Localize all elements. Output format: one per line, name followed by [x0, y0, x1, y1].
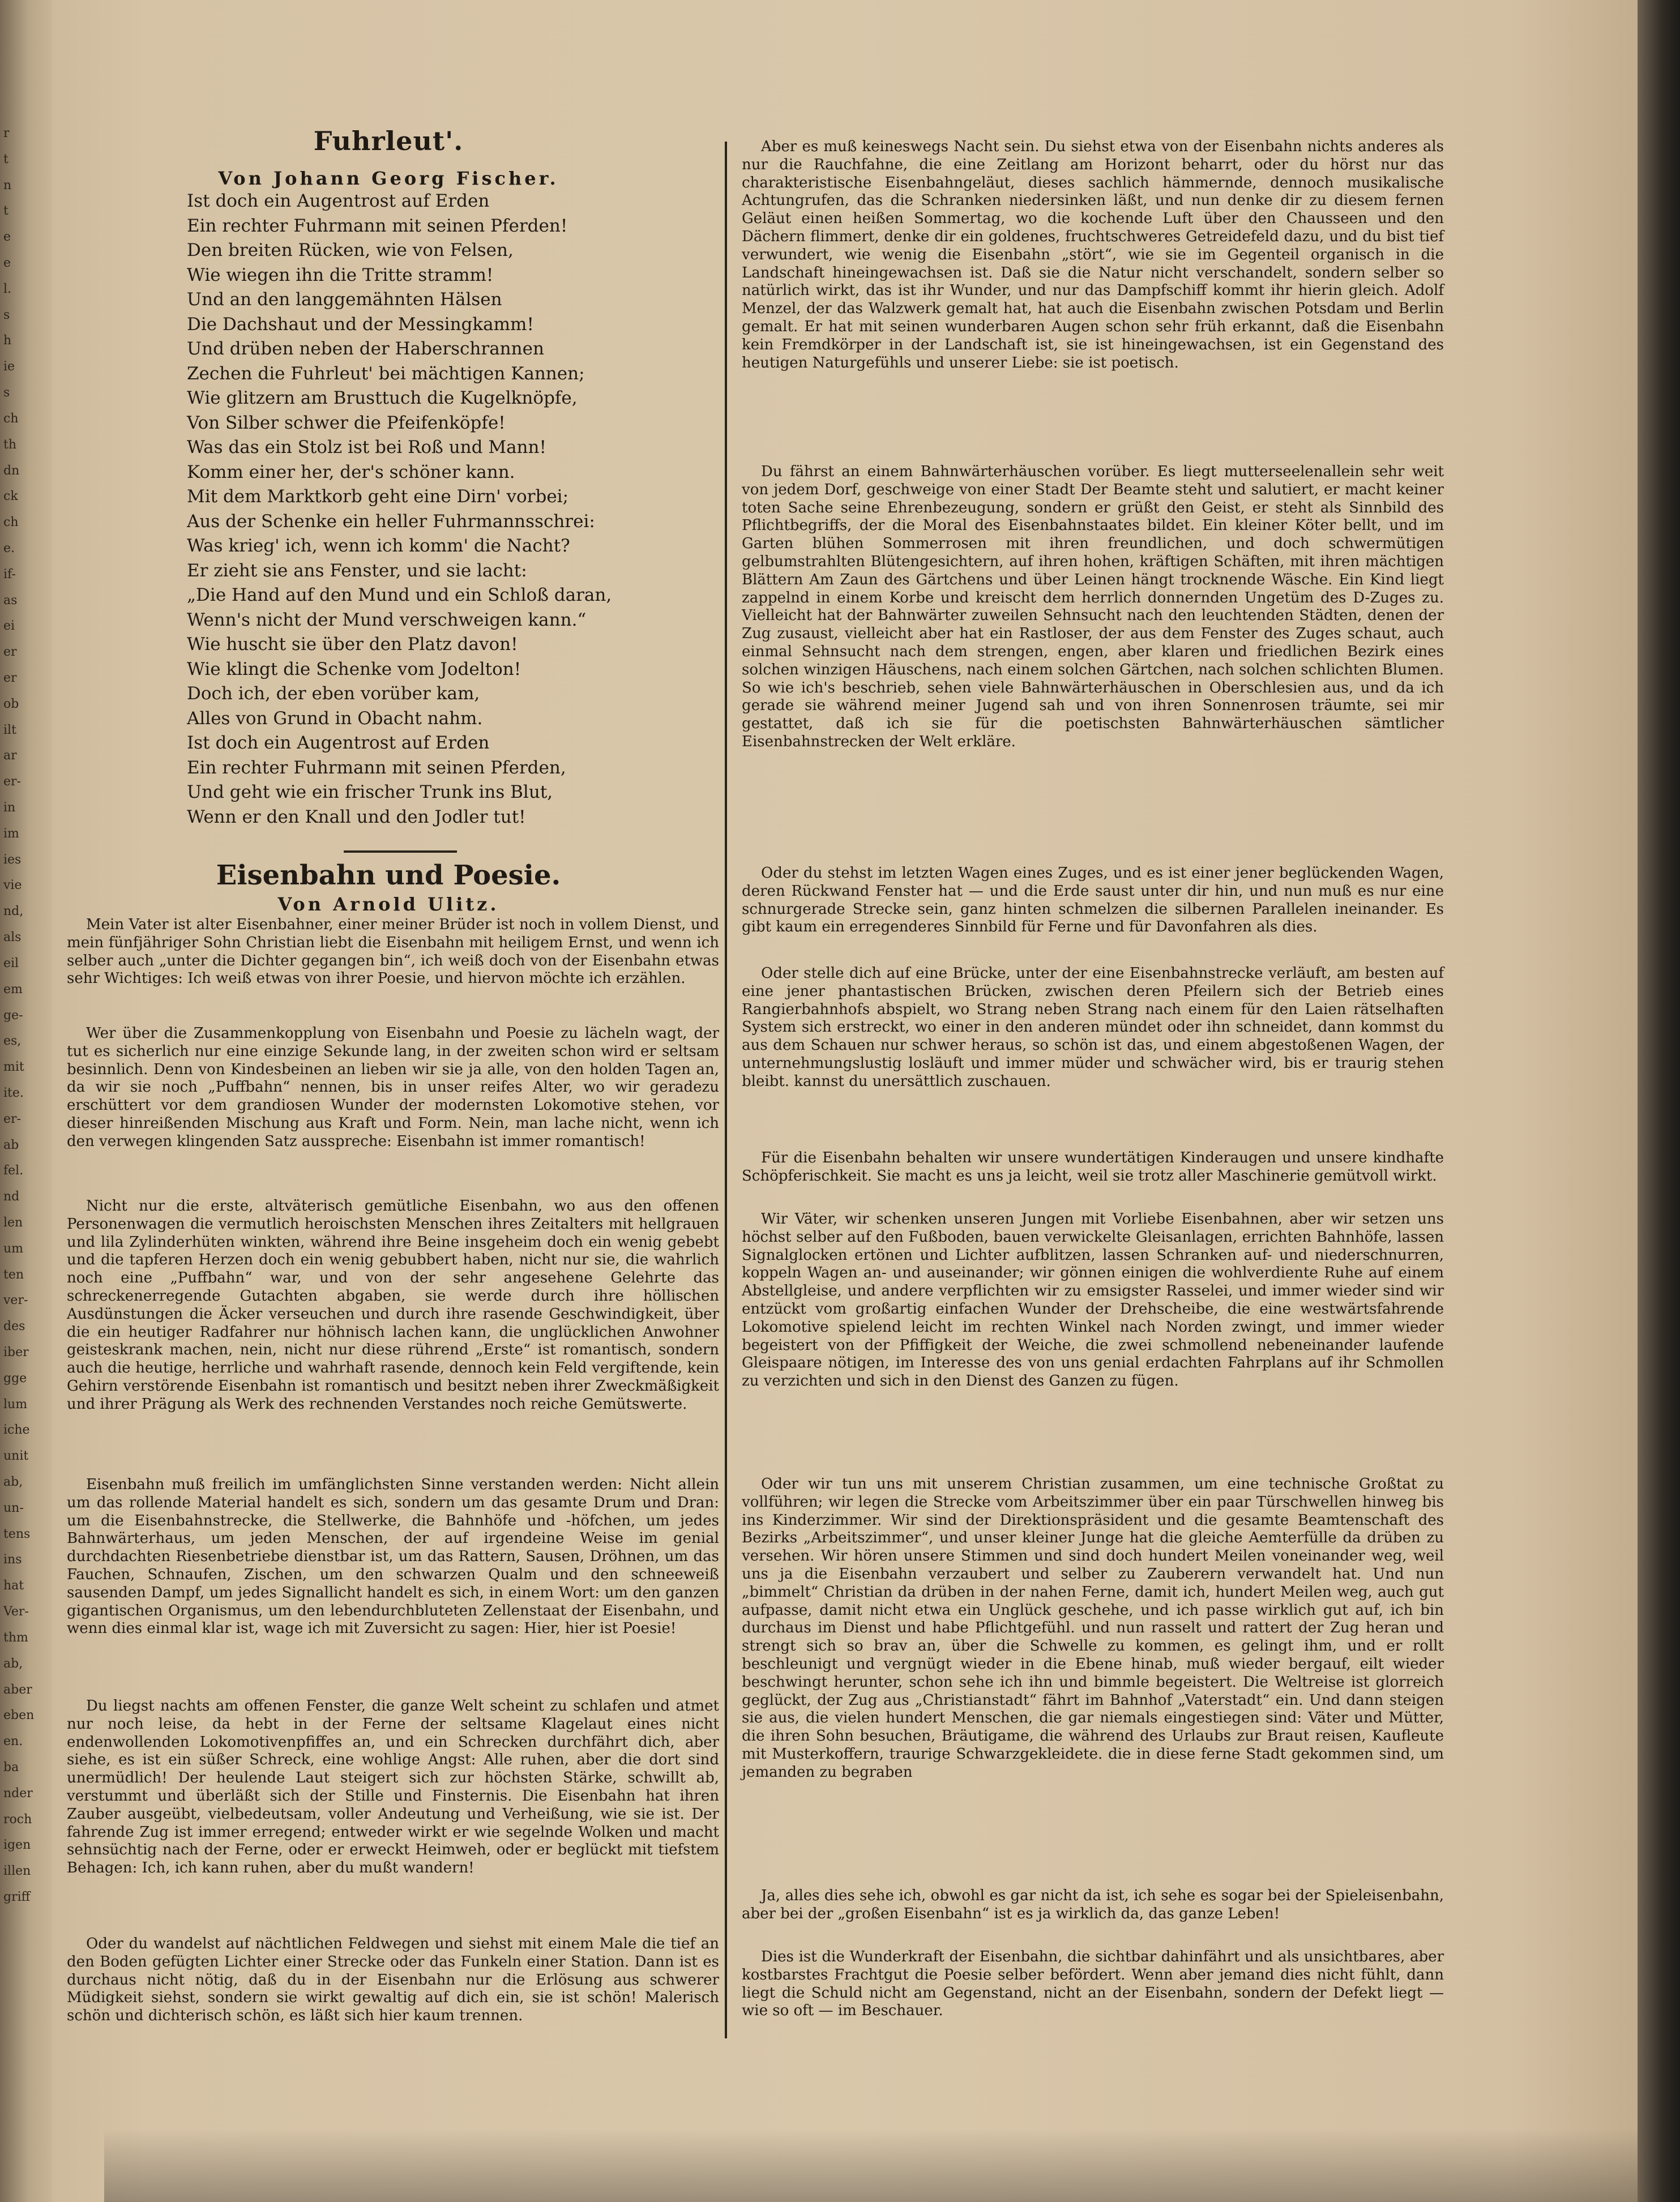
strip-fragment: en.	[3, 1734, 23, 1748]
strip-fragment: ba	[3, 1760, 19, 1775]
poem-line: Von Silber schwer die Pfeifenköpfe!	[187, 412, 506, 433]
poem-line: Aus der Schenke ein heller Fuhrmannsschrei:	[187, 511, 595, 532]
strip-fragment: l.	[3, 282, 12, 296]
poem-line: Ist doch ein Augentrost auf Erden	[187, 191, 490, 211]
strip-fragment: er-	[3, 775, 21, 789]
strip-fragment: um	[3, 1242, 24, 1256]
strip-fragment: roch	[3, 1812, 32, 1827]
strip-fragment: ar	[3, 749, 17, 763]
strip-fragment: fel.	[3, 1164, 24, 1178]
strip-fragment: dn	[3, 464, 20, 478]
poem-line: Was krieg' ich, wenn ich komm' die Nacht?	[187, 536, 570, 556]
page-edge-shadow	[1638, 0, 1680, 2202]
strip-fragment: ab,	[3, 1475, 23, 1489]
poem-line: Und an den langgemähnten Hälsen	[187, 289, 502, 310]
strip-fragment: un-	[3, 1501, 24, 1515]
strip-fragment: ch	[3, 412, 19, 426]
strip-fragment: t	[3, 152, 8, 166]
strip-fragment: eil	[3, 956, 19, 970]
strip-fragment: gge	[3, 1371, 27, 1386]
poem-line: Ein rechter Fuhrmann mit seinen Pferden,	[187, 757, 566, 778]
essay-paragraph: Ja, alles dies sehe ich, obwohl es gar nicht da ist, ich sehe es sogar bei der Spieleisenbahn, aber bei der „großen Eisenbahn“ ist es ja wirklich da, das ganze Leben!	[742, 1887, 1444, 1922]
strip-fragment: vie	[3, 878, 22, 892]
poem-line: Ein rechter Fuhrmann mit seinen Pferden!	[187, 215, 568, 236]
essay-paragraph: Nicht nur die erste, altväterisch gemütliche Eisenbahn, wo aus den offenen Personenwagen die vermutlich heroischsten Menschen ihres Zeitalters mit hellgrauen und lila Zylinderhüten winkten, während ihre Beine insgeheim doch ein wenig gebebt und die tapferen Herzen doch ein wenig gebubbert haben, nicht nur sie, die wahrlich noch eine „Puffbahn“ war, und von der sehr angesehene Gelehrte das schreckenerregende Gutachten abgaben, sie werde durch ihre höllischen Ausdünstungen die Äcker verseuchen und durch ihre rasende Geschwindigkeit, über die ein heutiger Radfahrer nur höhnisch lachen kann, die unglücklichen Anwohner geisteskrank machen, nein, nicht nur diese rührend „Erste“ ist romantisch, sondern auch die heutige, herrliche und wahrhaft rasende, dennoch kein Feld vergiftende, kein Gehirn verstörende Eisenbahn ist romantisch und besitzt neben ihrer Zweckmäßigkeit und ihrer Prägung als Werk des rechnenden Verstandes noch reiche Gemütswerte.	[67, 1198, 719, 1413]
poem-line: Wie wiegen ihn die Tritte stramm!	[187, 264, 494, 285]
section-rule	[344, 850, 457, 853]
essay-paragraph: Wer über die Zusammenkopplung von Eisenbahn und Poesie zu lächeln wagt, der tut es sicherlich nur eine einzige Sekunde lang, in der zweiten schon wird er seltsam besinnlich. Denn von Kindesbeinen an lieben wir sie ja alle, von den holden Tagen an, da wir sie noch „Puffbahn“ nennen, bis in unser reifes Alter, wo wir geradezu erschüttert vor dem grandiosen Wunder der modernsten Lokomotive stehen, vor dieser hinreißenden Mischung aus Kraft und Form. Nein, man lache nicht, wenn ich den verwegen klingenden Satz ausspreche: Eisenbahn ist immer romantisch!	[67, 1025, 719, 1150]
strip-fragment: ei	[3, 619, 15, 633]
poem-line: Wie klingt die Schenke vom Jodelton!	[187, 659, 521, 679]
strip-fragment: ck	[3, 489, 18, 503]
strip-fragment: ab,	[3, 1657, 23, 1671]
strip-fragment: ilt	[3, 723, 16, 737]
strip-fragment: thm	[3, 1631, 28, 1645]
adjacent-page-strip	[0, 0, 52, 2202]
newspaper-page	[52, 0, 1638, 2202]
strip-fragment: im	[3, 827, 19, 841]
essay-paragraph: Du liegst nachts am offenen Fenster, die ganze Welt scheint zu schlafen und atmet nur noch leise, da hebt in der Ferne der seltsame Klagelaut eines nicht endenwollenden Lokomotivenpfiffes an, und ein Schrecken durchfährt dich, aber siehe, es ist ein süßer Schreck, eine wohlige Angst: Alle ruhen, aber die dort sind unermüdlich! Der heulende Laut steigert sich zur höchsten Stärke, schwillt ab, verstummt und überläßt sich der Stille und Finsternis. Die Eisenbahn hat ihren Zauber ausgeübt, vielbedeutsam, voller Andeutung und Verheißung, wie sie ist. Der fahrende Zug ist immer erregend; entweder wirkt er wie segelnde Wolken und macht sehnsüchtig nach der Ferne, oder er erweckt Heimweh, oder er beglückt mit tiefstem Behagen: Ich, ich kann ruhen, aber du mußt wandern!	[67, 1698, 719, 1877]
strip-fragment: em	[3, 982, 23, 997]
essay-paragraph: Mein Vater ist alter Eisenbahner, einer meiner Brüder ist noch in vollem Dienst, und mein fünfjähriger Sohn Christian liebt die Eisenbahn mit heiligem Ernst, und wenn ich selber auch „unter die Dichter gegangen bin“, ich weiß doch von der Eisenbahn etwas sehr Wichtiges: Ich weiß etwas von ihrer Poesie, und hiervon möchte ich erzählen.	[67, 916, 719, 987]
poem-line: Wie huscht sie über den Platz davon!	[187, 634, 518, 655]
essay-paragraph: Oder stelle dich auf eine Brücke, unter der eine Eisenbahnstrecke verläuft, am besten auf eine jener phantastischen Brücken, zwischen deren Pfeilern sich der Betrieb eines Rangierbahnhofs abspielt, wo Strang neben Strang nach einem für den Laien rätselhaften System sich erstreckt, wo einer in den anderen mündet oder ihn schneidet, dann kommst du aus dem Schauen nur schwer heraus, so schön ist das, und einem abgestoßenen Wagen, der unternehmungslustig losläuft und immer müder und schwächer wird, bis er traurig stehen bleibt. kannst du unersättlich zuschauen.	[742, 965, 1444, 1090]
poem-line: Die Dachshaut und der Messingkamm!	[187, 314, 534, 335]
strip-fragment: ins	[3, 1553, 22, 1567]
strip-fragment: illen	[3, 1864, 31, 1878]
strip-fragment: ob	[3, 697, 19, 711]
poem-line: Was das ein Stolz ist bei Roß und Mann!	[187, 437, 546, 457]
strip-fragment: mit	[3, 1060, 24, 1074]
strip-fragment: als	[3, 930, 22, 944]
strip-fragment: in	[3, 801, 16, 815]
strip-fragment: er	[3, 645, 17, 659]
strip-fragment: es,	[3, 1034, 22, 1048]
strip-fragment: th	[3, 438, 17, 452]
poem-line: Er zieht sie ans Fenster, und sie lacht:	[187, 560, 527, 581]
strip-fragment: ite.	[3, 1086, 24, 1100]
strip-fragment: e	[3, 230, 11, 244]
strip-fragment: eben	[3, 1708, 35, 1722]
strip-fragment: len	[3, 1216, 23, 1230]
strip-fragment: griff	[3, 1890, 31, 1904]
poem-line: Wenn er den Knall und den Jodler tut!	[187, 806, 526, 827]
column-divider	[725, 142, 727, 2038]
poem-byline: Von Johann Georg Fischer.	[218, 168, 559, 189]
strip-fragment: hat	[3, 1579, 24, 1593]
essay-paragraph: Wir Väter, wir schenken unseren Jungen mit Vorliebe Eisenbahnen, aber wir setzen uns höchst selber auf den Fußboden, bauen verwickelte Gleisanlagen, errichten Bahnhöfe, lassen Signalglocken ertönen und Lichter aufblitzen, lassen Schranken auf- und niederschnurren, koppeln Wagen an- und auseinander; wir gönnen einigen die wohlverdiente Ruhe auf einem Abstellgleise, und andere verpflichten wir zu emsigster Rasselei, und immer wieder sind wir entzückt vom großartig einfachen Wunder der Drehscheibe, die eine westwärtsfahrende Lokomotive spielend leicht im rechten Winkel nach Norden zwingt, und immer wieder begeistert von der Pfiffigkeit der Weiche, die zwei schmollend nebeneinander laufende Gleispaare nötigen, im Interesse des von uns genial erdachten Fahrplans auf ihr Schmollen zu verzichten und sich in den Dienst des Ganzen zu fügen.	[742, 1211, 1444, 1390]
essay-byline: Von Arnold Ulitz.	[277, 893, 499, 915]
poem-line: „Die Hand auf den Mund und ein Schloß daran,	[187, 585, 612, 605]
poem-line: Ist doch ein Augentrost auf Erden	[187, 733, 490, 753]
poem-line: Doch ich, der eben vorüber kam,	[187, 683, 480, 704]
strip-fragment: nder	[3, 1786, 33, 1801]
strip-fragment: iche	[3, 1423, 30, 1437]
essay-paragraph: Oder du stehst im letzten Wagen eines Zuges, und es ist einer jener beglückenden Wagen, deren Rückwand Fenster hat — und die Erde saust unter dir hin, und nun muß es nur eine schnurgerade Strecke sein, ganz hinten schmelzen die silbernen Parallelen ineinander. Es gibt kaum ein erregenderes Sinnbild für Ferne und für Davonfahren als dies.	[742, 865, 1444, 936]
strip-fragment: ie	[3, 360, 15, 374]
essay-paragraph: Du fährst an einem Bahnwärterhäuschen vorüber. Es liegt mutterseelenallein sehr weit von jedem Dorf, geschweige von einer Stadt Der Beamte steht und salutiert, er macht keiner toten Sache seine Ehrenbezeugung, sondern er grüßt den Geist, er steht als Sinnbild des Pflichtbegriffs, der die Moral des Eisenbahnstaates bildet. Ein kleiner Köter bellt, und im Garten blühen Sommerrosen mit ihren freundlichen, und doch schwermütigen gelbumstrahlten Blütengesichtern, auf ihren hohen, kräftigen Schäften, mit ihren mächtigen Blättern Am Zaun des Gärtchens und über Leinen hängt trocknende Wäsche. Ein Kind liegt zappelnd in einem Korbe und kreischt dem herrlich donnernden Ungetüm des D-Zuges zu. Vielleicht hat der Bahnwärter zuweilen Sehnsucht nach den leuchtenden Städten, denen der Zug zusaust, vielleicht aber hat ein Rastloser, der aus dem Fenster des Zuges schaut, auch einmal Sehnsucht nach dem strengen, engen, aber klaren und friedlichen Bezirk eines solchen winzigen Häuschens, nach einem solchen Gärtchen, nach solchen schlichten Blumen. So wie ich's beschrieb, sehen viele Bahnwärterhäuschen in Oberschlesien aus, und da ich gerade sie während meiner Jugend sah und von ihren Sonnenrosen träumte, sei mir gestattet, daß ich sie für die poetischsten Bahnwärterhäuschen sämtlicher Eisenbahnstrecken der Welt erkläre.	[742, 463, 1444, 750]
poem-line: Mit dem Marktkorb geht eine Dirn' vorbei;	[187, 486, 569, 507]
strip-fragment: t	[3, 204, 8, 218]
essay-paragraph: Dies ist die Wunderkraft der Eisenbahn, die sichtbar dahinfährt und als unsichtbares, aber kostbarstes Frachtgut die Poesie selber befördert. Wenn aber jemand dies nicht fühlt, dann liegt die Schuld nicht am Gegenstand, nicht an der Eisenbahn, sondern der Defekt liegt — wie so oft — im Beschauer.	[742, 1948, 1444, 2020]
poem-line: Alles von Grund in Obacht nahm.	[187, 708, 483, 729]
strip-fragment: nd	[3, 1190, 20, 1204]
essay-paragraph: Eisenbahn muß freilich im umfänglichsten Sinne verstanden werden: Nicht allein um das rollende Material handelt es sich, sondern um das gesamte Drum und Dran: um die Eisenbahnstrecke, die Stellwerke, die Bahnhöfe und -höfchen, um jedes Bahnwärterhaus, um jeden Menschen, der auf irgendeine Weise im genial durchdachten Riesenbetriebe dienstbar ist, um das Rattern, Sausen, Dröhnen, um das Fauchen, Schnaufen, Zischen, um den schwarzen Qualm und den schneeweiß sausenden Dampf, um jedes Signallicht handelt es sich, in einem Wort: um den ganzen gigantischen Organismus, um den lebendurchbluteten Zellenstaat der Eisenbahn, und wenn dies einmal klar ist, wage ich mit Zuversicht zu sagen: Hier, hier ist Poesie!	[67, 1476, 719, 1637]
essay-paragraph: Oder du wandelst auf nächtlichen Feldwegen und siehst mit einem Male die tief an den Boden gefügten Lichter einer Strecke oder das Funkeln einer Station. Dann ist es durchaus nicht nötig, daß du in der Eisenbahn nur die Erlösung aus schwerer Müdigkeit siehst, sondern sie wirkt gewaltig auf dich ein, sie ist schön! Malerisch schön und dichterisch schön, es läßt sich hier kaum trennen.	[67, 1935, 719, 2025]
strip-fragment: lum	[3, 1397, 28, 1412]
strip-fragment: er-	[3, 1112, 21, 1126]
strip-fragment: er	[3, 671, 17, 685]
strip-fragment: n	[3, 178, 12, 193]
strip-fragment: as	[3, 593, 18, 608]
essay-title: Eisenbahn und Poesie.	[216, 860, 561, 891]
strip-fragment: des	[3, 1319, 25, 1333]
strip-fragment: igen	[3, 1838, 31, 1852]
strip-fragment: ies	[3, 853, 22, 867]
strip-fragment: ch	[3, 515, 19, 529]
strip-fragment: unit	[3, 1449, 29, 1463]
strip-fragment: ge-	[3, 1008, 23, 1023]
poem-line: Wie glitzern am Brusttuch die Kugelknöpfe,	[187, 388, 578, 408]
strip-fragment: aber	[3, 1683, 32, 1697]
poem-title: Fuhrleut'.	[313, 126, 464, 156]
strip-fragment: iber	[3, 1345, 29, 1359]
strip-fragment: s	[3, 308, 10, 322]
strip-fragment: ab	[3, 1138, 19, 1152]
essay-paragraph: Für die Eisenbahn behalten wir unsere wundertätigen Kinderaugen und unsere kindhafte Schöpferischkeit. Sie macht es uns ja leicht, weil sie trotz aller Maschinerie gemütvoll wirkt.	[742, 1149, 1444, 1185]
strip-fragment: Ver-	[3, 1605, 29, 1619]
strip-fragment: nd,	[3, 904, 24, 918]
poem-line: Komm einer her, der's schöner kann.	[187, 461, 515, 482]
poem-line: Zechen die Fuhrleut' bei mächtigen Kannen;	[187, 363, 585, 384]
strip-fragment: h	[3, 333, 12, 348]
strip-fragment: e.	[3, 541, 15, 555]
page-bottom-shadow	[104, 2129, 1680, 2202]
strip-fragment: ten	[3, 1268, 24, 1282]
poem-line: Wenn's nicht der Mund verschweigen kann.“	[187, 609, 587, 630]
poem-line: Und drüben neben der Haberschrannen	[187, 339, 544, 359]
poem-line: Und geht wie ein frischer Trunk ins Blut,	[187, 782, 553, 802]
strip-fragment: tens	[3, 1527, 31, 1541]
essay-paragraph: Aber es muß keineswegs Nacht sein. Du siehst etwa von der Eisenbahn nichts anderes als nur die Rauchfahne, die eine Zeitlang am Horizont beharrt, oder du hörst nur das charakteristische Eisenbahngeläut, dieses sachlich hämmernde, dennoch musikalische Achtungrufen, das die Schranken niedersinken läßt, und nun denke dir zu diesem fernen Geläut einen heißen Sommertag, wo die kochende Luft über den Chausseen und den Dächern flimmert, denke dir ein goldenes, fruchtschweres Getreidefeld dazu, und du bist tief verwundert, wie wenig die Eisenbahn „stört“, wie sie im Gegenteil organisch in die Landschaft hineingewachsen ist. Daß sie die Natur nicht verschandelt, sondern selber so natürlich wirkt, das ist ihr Wunder, und nur das Dampfschiff kommt ihr hierin gleich. Adolf Menzel, der das Walzwerk gemalt hat, hat auch die Eisenbahn zwischen Potsdam und Berlin gemalt. Er hat mit seinen wunderbaren Augen schon sehr früh erkannt, daß die Eisenbahn kein Fremdkörper in der Landschaft ist, sie ist hineingewachsen, ist ein Gegenstand des heutigen Naturgefühls und unserer Liebe: sie ist poetisch.	[742, 138, 1444, 371]
poem-line: Den breiten Rücken, wie von Felsen,	[187, 240, 514, 260]
strip-fragment: if-	[3, 567, 16, 582]
strip-fragment: r	[3, 126, 10, 140]
strip-fragment: ver-	[3, 1293, 28, 1307]
essay-paragraph: Oder wir tun uns mit unserem Christian zusammen, um eine technische Großtat zu vollführen; wir legen die Strecke vom Arbeitszimmer über ein paar Türschwellen hinweg bis ins Kinderzimmer. Wir sind der Direktionspräsident und die gesamte Beamtenschaft des Bezirks „Arbeitszimmer“, und unser kleiner Junge hat die gleiche Aemterfülle da drüben zu versehen. Wir hören unsere Stimmen und sind doch hundert Meilen voneinander weg, weil uns ja die Eisenbahn verzaubert und selber zu Zauberern verwandelt hat. Und nun „bimmelt“ Christian da drüben in der nahen Ferne, damit ich, hundert Meilen weg, auch gut aufpasse, damit nicht etwa ein Unglück geschehe, und ich passe wirklich gut auf, ich bin durchaus im Dienst und habe Pflichtgefühl. und nun rasselt und rattert der Zug heran und strengt sich so brav an, über die Schwelle zu kommen, es gelingt ihm, und er rollt beschleunigt und vergnügt wieder in die Ebene hinab, muß wieder bergauf, eilt wieder beschwingt herunter, schon sehe ich ihn und bimmle begeistert. Die Weltreise ist glorreich geglückt, der Zug aus „Christianstadt“ fährt im Bahnhof „Vaterstadt“ ein. Und dann steigen sie aus, die vielen hundert Menschen, die gar niemals eingestiegen sind: Väter und Mütter, die ihren Sohn besuchen, Bräutigame, die während des Urlaubs zur Braut reisen, Kaufleute mit Musterkoffern, traurige Schwarzgekleidete. die in diese ferne Stadt gekommen sind, um jemanden zu begraben	[742, 1476, 1444, 1781]
strip-fragment: s	[3, 386, 10, 400]
strip-fragment: e	[3, 256, 11, 270]
